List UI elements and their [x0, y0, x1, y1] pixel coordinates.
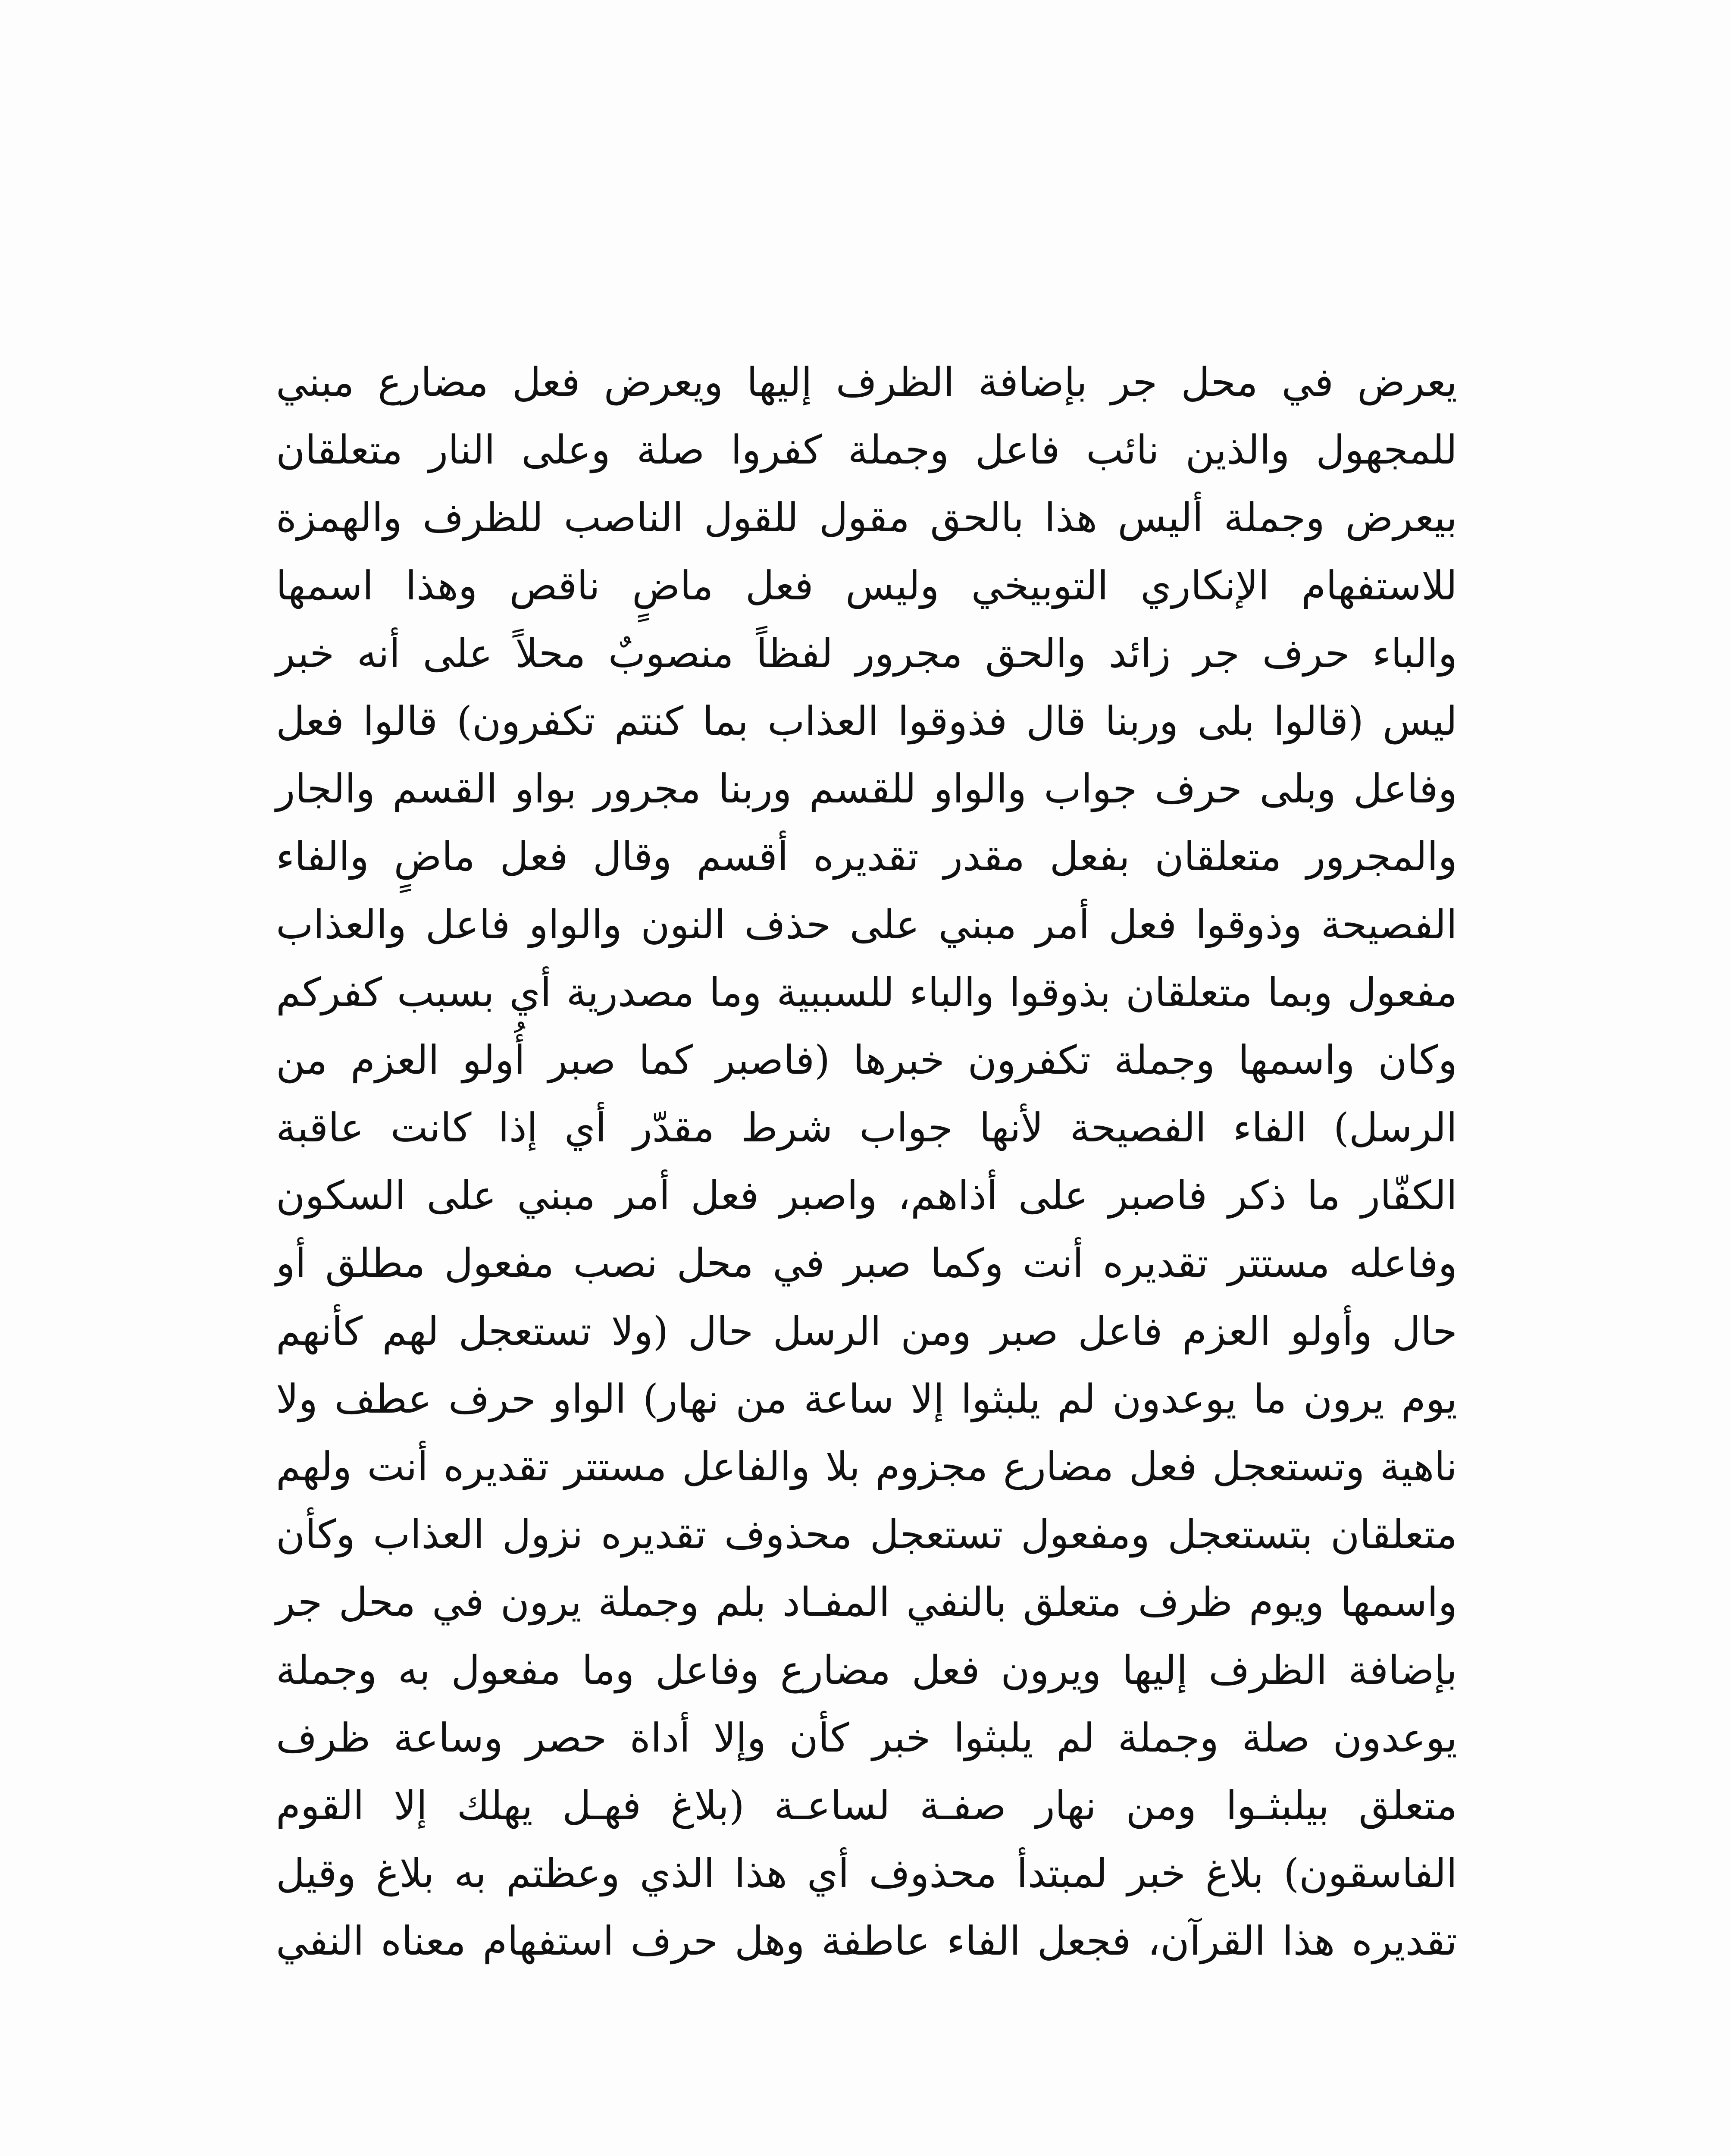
text-line: للاستفهام الإنكاري التوبيخي وليس فعل ماضٍ ناقص وهذا اسمها: [276, 562, 1457, 609]
text-line: يوم يرون ما يوعدون لم يلبثوا إلا ساعة من نهار) الواو حرف عطف ولا: [276, 1376, 1457, 1422]
text-line: بيعرض وجملة أليس هذا بالحق مقول للقول الناصب للظرف والهمزة: [276, 495, 1457, 541]
text-line: الفصيحة وذوقوا فعل أمر مبني على حذف النون والواو فاعل والعذاب: [276, 901, 1457, 948]
text-line: يوعدون صلة وجملة لم يلبثوا خبر كأن وإلا أداة حصر وساعة ظرف: [276, 1714, 1457, 1761]
text-line: تقديره هذا القرآن، فجعل الفاء عاطفة وهل حرف استفهام معناه النفي: [276, 1918, 1457, 1965]
text-line: الرسل) الفاء الفصيحة لأنها جواب شرط مقدّر أي إذا كانت عاقبة: [276, 1105, 1457, 1151]
text-line: الكفّار ما ذكر فاصبر على أذاهم، واصبر فعل أمر مبني على السكون: [276, 1172, 1457, 1219]
body-text: [276, 348, 1457, 1975]
text-line: وفاعل وبلى حرف جواب والواو للقسم وربنا مجرور بواو القسم والجار: [276, 766, 1457, 812]
text-line: الفاسقون) بلاغ خبر لمبتدأ محذوف أي هذا الذي وعظتم به بلاغ وقيل: [276, 1850, 1457, 1897]
text-line: للمجهول والذين نائب فاعل وجملة كفروا صلة وعلى النار متعلقان: [276, 427, 1457, 473]
text-line: وكان واسمها وجملة تكفرون خبرها (فاصبر كما صبر أُولو العزم من: [276, 1037, 1457, 1083]
text-line: وفاعله مستتر تقديره أنت وكما صبر في محل نصب مفعول مطلق أو: [276, 1240, 1457, 1287]
text-line: متعلق بيلبثـوا ومن نهار صفـة لساعـة (بلاغ فهـل يهلك إلا القوم: [276, 1782, 1457, 1829]
text-line: يعرض في محل جر بإضافة الظرف إليها ويعرض فعل مضارع مبني: [276, 359, 1457, 405]
text-line: والباء حرف جر زائد والحق مجرور لفظاً منصوبٌ محلاً على أنه خبر: [276, 630, 1457, 677]
text-line: ليس (قالوا بلى وربنا قال فذوقوا العذاب بما كنتم تكفرون) قالوا فعل: [276, 698, 1457, 744]
text-line: متعلقان بتستعجل ومفعول تستعجل محذوف تقديره نزول العذاب وكأن: [276, 1511, 1457, 1558]
text-line: بإضافة الظرف إليها ويرون فعل مضارع وفاعل وما مفعول به وجملة: [276, 1647, 1457, 1693]
text-line: ناهية وتستعجل فعل مضارع مجزوم بلا والفاعل مستتر تقديره أنت ولهم: [276, 1444, 1457, 1490]
text-line: والمجرور متعلقان بفعل مقدر تقديره أقسم وقال فعل ماضٍ والفاء: [276, 834, 1457, 880]
text-line: مفعول وبما متعلقان بذوقوا والباء للسببية وما مصدرية أي بسبب كفركم: [276, 969, 1457, 1015]
text-line: واسمها ويوم ظرف متعلق بالنفي المفـاد بلم وجملة يرون في محل جر: [276, 1579, 1457, 1626]
text-line: حال وأولو العزم فاعل صبر ومن الرسل حال (ولا تستعجل لهم كأنهم: [276, 1308, 1457, 1354]
